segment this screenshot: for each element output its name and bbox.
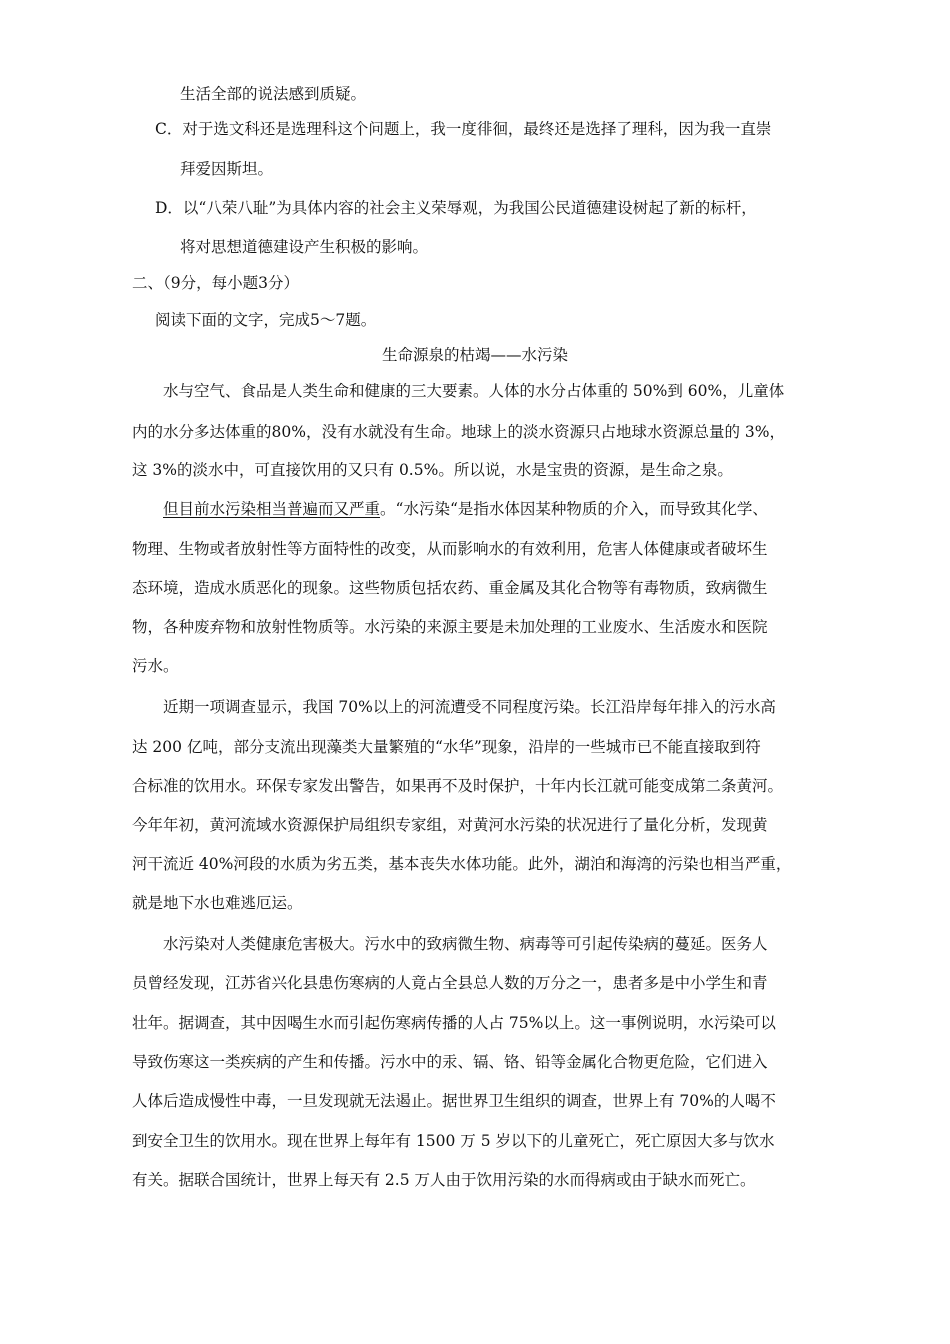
p2-line-5: 污水。: [132, 657, 179, 675]
p2-line-1: [163, 499, 768, 519]
p1-line-2: 内的水分多达体重的80%，没有水就没有生命。地球上的淡水资源只占地球水资源总量的 3%，: [132, 423, 785, 441]
underlined-sentence: 但目前水污染相当普遍而又严重: [163, 500, 381, 518]
p2-line-2: 物理、生物或者放射性等方面特性的改变，从而影响水的有效利用，危害人体健康或者破坏生: [132, 540, 768, 558]
p1-line-3: 这 3%的淡水中，可直接饮用的又只有 0.5%。所以说，水是宝贵的资源，是生命之泉。: [132, 461, 733, 479]
option-c-line-2: 拜爱因斯坦。: [180, 160, 274, 178]
article-title: 生命源泉的枯竭——水污染: [381, 346, 568, 364]
p4-line-7: 有关。据联合国统计，世界上每天有 2.5 万人由于饮用污染的水而得病或由于缺水而死亡。: [132, 1171, 756, 1189]
p4-line-3: 壮年。据调查，其中因喝生水而引起伤寒病传播的人占 75%以上。这一事例说明，水污染可以: [132, 1014, 776, 1032]
p2-line-1-rest: 。“水污染“是指水体因某种物质的介入，而导致其化学、: [380, 500, 768, 518]
p3-line-3: 合标准的饮用水。环保专家发出警告，如果再不及时保护，十年内长江就可能变成第二条黄河。: [132, 777, 784, 795]
p4-line-6: 到安全卫生的饮用水。现在世界上每年有 1500 万 5 岁以下的儿童死亡，死亡原因大多与饮水: [132, 1132, 775, 1150]
option-d-line-1: D．以“八荣八耻”为具体内容的社会主义荣辱观，为我国公民道德建设树起了新的标杆，: [155, 199, 757, 217]
p3-line-2: 达 200 亿吨，部分支流出现藻类大量繁殖的“水华”现象，沿岸的一些城市已不能直接取到符: [132, 738, 761, 756]
p2-line-3: 态环境，造成水质恶化的现象。这些物质包括农药、重金属及其化合物等有毒物质，致病微生: [132, 579, 768, 597]
p2-line-4: 物，各种废弃物和放射性物质等。水污染的来源主要是未加处理的工业废水、生活废水和医院: [132, 618, 768, 636]
p4-line-2: 员曾经发现，江苏省兴化县患伤寒病的人竟占全县总人数的万分之一，患者多是中小学生和青: [132, 974, 768, 992]
section-instruction: 阅读下面的文字，完成5～7题。: [155, 311, 377, 329]
p1-line-1: 水与空气、食品是人类生命和健康的三大要素。人体的水分占体重的 50%到 60%，儿童体: [163, 382, 785, 400]
p4-line-1: 水污染对人类健康危害极大。污水中的致病微生物、病毒等可引起传染病的蔓延。医务人: [163, 935, 768, 953]
option-d-line-2: 将对思想道德建设产生积极的影响。: [180, 238, 429, 256]
p3-line-1: 近期一项调查显示，我国 70%以上的河流遭受不同程度污染。长江沿岸每年排入的污水高: [163, 698, 776, 716]
p4-line-4: 导致伤寒这一类疾病的产生和传播。污水中的汞、镉、铬、铅等金属化合物更危险，它们进入: [132, 1053, 768, 1071]
option-c-line-1: C．对于选文科还是选理科这个问题上，我一度徘徊，最终还是选择了理科，因为我一直崇: [155, 120, 772, 138]
option-b-tail: 生活全部的说法感到质疑。: [180, 85, 367, 103]
section-heading: 二、（9分，每小题3分）: [132, 274, 299, 292]
p3-line-4: 今年年初，黄河流域水资源保护局组织专家组，对黄河水污染的状况进行了量化分析，发现黄: [132, 816, 768, 834]
p3-line-6: 就是地下水也难逃厄运。: [132, 894, 303, 912]
p4-line-5: 人体后造成慢性中毒，一旦发现就无法遏止。据世界卫生组织的调查，世界上有 70%的人喝不: [132, 1092, 776, 1110]
p3-line-5: 河干流近 40%河段的水质为劣五类，基本丧失水体功能。此外，湖泊和海湾的污染也相当严重，: [132, 855, 792, 873]
